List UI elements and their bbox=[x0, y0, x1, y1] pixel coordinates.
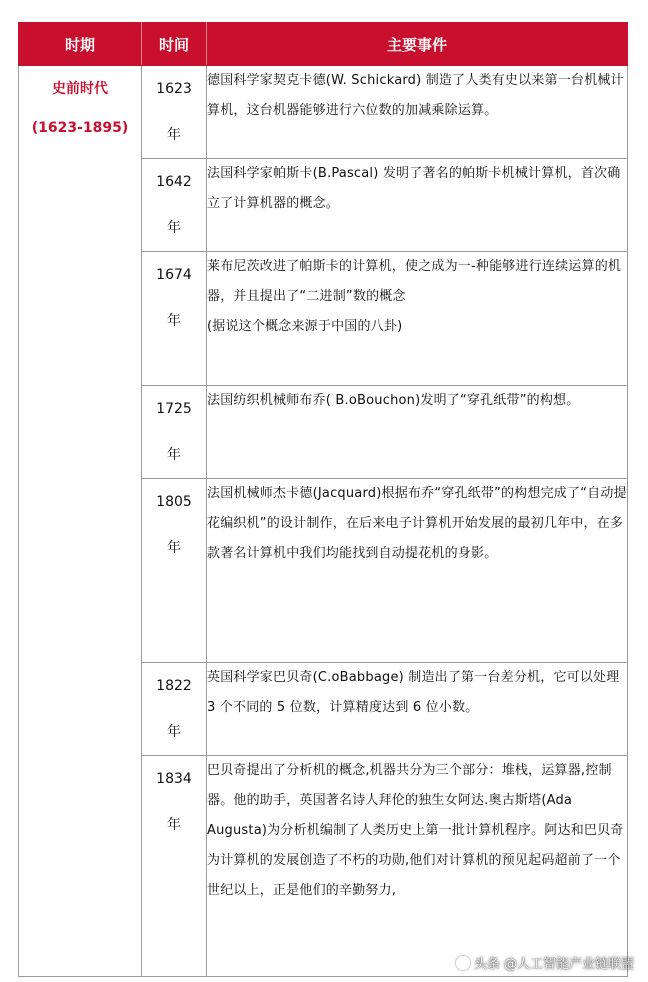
watermark-text: 头条 @人工智能产业链联盟 bbox=[473, 957, 634, 972]
event-text: 法国机械师杰卡德(Jacquard)根据布乔“穿孔纸带”的构想完成了“自动提花编织机”的设计制作，在后来电子计算机开始发展的最初几年中，在多款著名计算机中我们均能找到自动提花机的身影。 bbox=[207, 486, 627, 561]
header-time: 时间 bbox=[142, 23, 207, 66]
year-cell bbox=[142, 756, 207, 977]
event-text: 法国科学家帕斯卡(B.Pascal) 发明了著名的帕斯卡机械计算机，首次确立了计算机器的概念。 bbox=[207, 166, 621, 211]
year-unit: 年 bbox=[167, 127, 181, 143]
header-period: 时期 bbox=[19, 23, 142, 66]
event-cell bbox=[207, 479, 628, 663]
year-unit: 年 bbox=[167, 540, 181, 556]
year-unit: 年 bbox=[167, 724, 181, 740]
event-cell bbox=[207, 252, 628, 386]
event-cell bbox=[207, 159, 628, 252]
year-unit: 年 bbox=[167, 313, 181, 329]
year-number: 1623 bbox=[156, 81, 192, 97]
period-name: 史前时代 bbox=[52, 81, 108, 97]
year-cell bbox=[142, 252, 207, 386]
year-number: 1822 bbox=[156, 678, 192, 694]
period-range: (1623-1895) bbox=[31, 120, 129, 136]
history-table bbox=[18, 22, 628, 977]
year-unit: 年 bbox=[167, 817, 181, 833]
event-cell bbox=[207, 386, 628, 479]
year-number: 1642 bbox=[156, 174, 192, 190]
event-text: 巴贝奇提出了分析机的概念,机器共分为三个部分：堆栈，运算器,控制器。他的助手，英国著名诗人拜伦的独生女阿达.奥古斯塔(Ada Augusta)为分析机编制了人类历史上第一批计算机程序。阿达和巴贝奇为计算机的发展创造了不朽的功勋,他们对计算机的预见起码超前了一个世纪以上，正是他们的辛勤努力, bbox=[207, 763, 624, 898]
event-text: 法国纺织机械师布乔( B.oBouchon)发明了“穿孔纸带”的构想。 bbox=[207, 393, 580, 408]
year-number: 1674 bbox=[156, 267, 192, 283]
event-cell bbox=[207, 756, 628, 977]
toutiao-icon bbox=[456, 956, 470, 970]
year-cell bbox=[142, 386, 207, 479]
watermark bbox=[456, 953, 634, 972]
year-cell bbox=[142, 159, 207, 252]
event-text: 莱布尼茨改进了帕斯卡的计算机，使之成为一-种能够进行连续运算的机器，并且提出了“二进制”数的概念 bbox=[207, 259, 622, 304]
period-cell bbox=[19, 66, 142, 977]
year-cell bbox=[142, 663, 207, 756]
header-row bbox=[19, 23, 628, 66]
year-cell bbox=[142, 479, 207, 663]
table-row bbox=[19, 66, 628, 159]
year-cell bbox=[142, 66, 207, 159]
event-text: 英国科学家巴贝奇(C.oBabbage) 制造出了第一台差分机，它可以处理 3 个不同的 5 位数，计算精度达到 6 位小数。 bbox=[207, 670, 620, 715]
event-cell bbox=[207, 66, 628, 159]
year-number: 1805 bbox=[156, 494, 192, 510]
event-cell bbox=[207, 663, 628, 756]
year-unit: 年 bbox=[167, 220, 181, 236]
header-events: 主要事件 bbox=[207, 23, 628, 66]
event-text: 德国科学家契克卡德(W. Schickard) 制造了人类有史以来第一台机械计算机，这台机器能够进行六位数的加减乘除运算。 bbox=[207, 73, 624, 118]
year-number: 1834 bbox=[156, 771, 192, 787]
year-number: 1725 bbox=[156, 401, 192, 417]
year-unit: 年 bbox=[167, 447, 181, 463]
event-note: (据说这个概念来源于中国的八卦) bbox=[207, 319, 403, 334]
